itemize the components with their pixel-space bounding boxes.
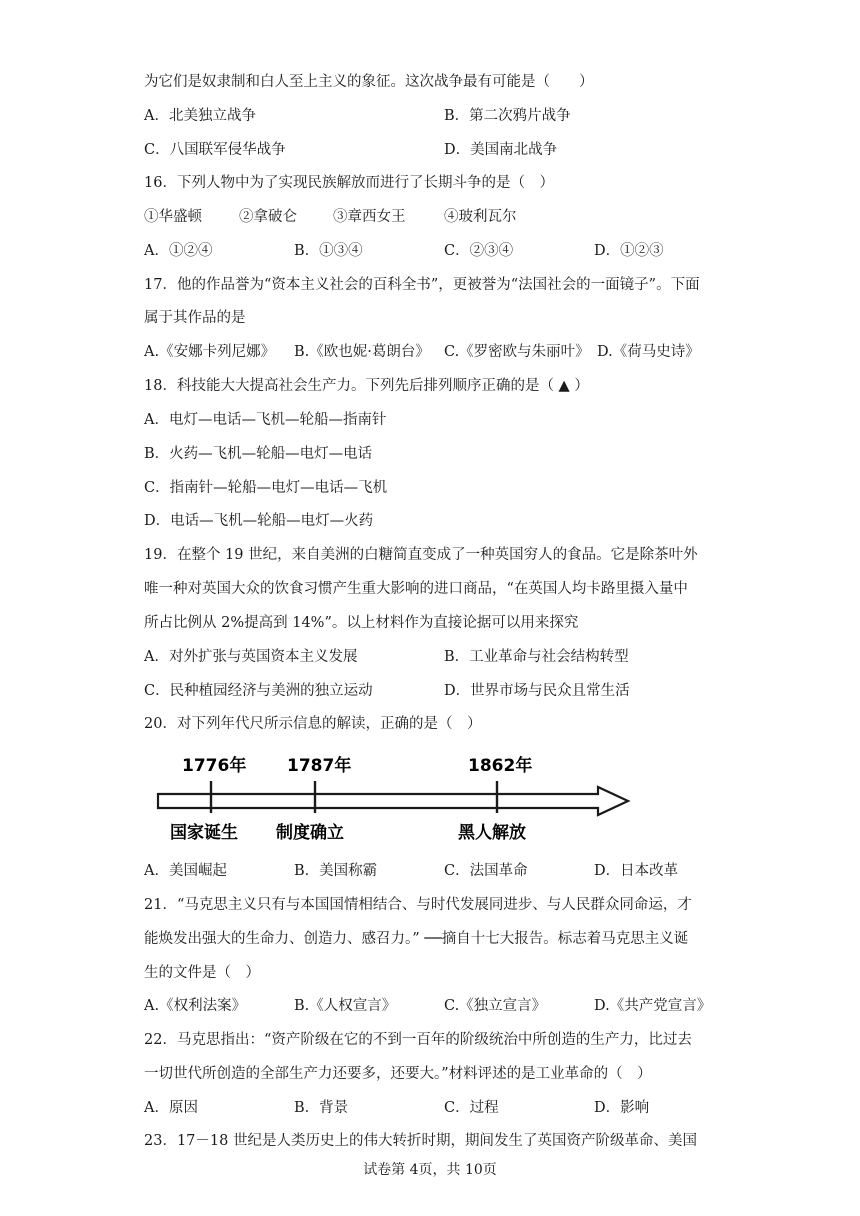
timeline-year-1787: 1787年 <box>287 756 352 776</box>
q19-option-a[interactable]: A．对外扩张与英国资本主义发展 <box>144 649 358 665</box>
q17-option-c[interactable]: C.《罗密欧与朱丽叶》 <box>444 344 590 360</box>
q16-option-c[interactable]: C．②③④ <box>444 243 514 259</box>
q21-stem-line1: 21．“马克思主义只有与本国国情相结合、与时代发展同进步、与人民群众同命运，才 <box>144 897 692 913</box>
q17-option-a[interactable]: A.《安娜卡列尼娜》 <box>144 344 276 360</box>
q19-stem-line3: 所占比例从 2%提高到 14%”。以上材料作为直接论据可以用来探究 <box>144 615 579 631</box>
timeline-year-1862: 1862年 <box>468 756 533 776</box>
q17-stem-line1: 17．他的作品誉为“资本主义社会的百科全书”，更被誉为“法国社会的一面镜子”。下面 <box>144 277 700 293</box>
q18-option-a[interactable]: A．电灯—电话—飞机—轮船—指南针 <box>144 412 387 428</box>
q18-option-c[interactable]: C．指南针—轮船—电灯—电话—飞机 <box>144 480 388 496</box>
q17-option-d[interactable]: D.《荷马史诗》 <box>597 344 700 360</box>
q19-option-b[interactable]: B．工业革命与社会结构转型 <box>444 649 629 665</box>
q19-stem-line1: 19．在整个 19 世纪，来自美洲的白糖简直变成了一种英国穷人的食品。它是除茶叶外 <box>144 547 698 563</box>
q20-option-c[interactable]: C．法国革命 <box>444 863 528 879</box>
q17-option-b[interactable]: B.《欧也妮·葛朗台》 <box>294 344 430 360</box>
q20-option-d[interactable]: D．日本改革 <box>594 863 679 879</box>
q15-stem-tail: 为它们是奴隶制和白人至上主义的象征。这次战争最有可能是（ ） <box>144 74 594 90</box>
q18-stem: 18．科技能大大提高社会生产力。下列先后排列顺序正确的是（ ▲ ） <box>144 378 589 394</box>
page-footer: 试卷第 4页，共 10页 <box>363 1162 497 1178</box>
q22-option-d[interactable]: D．影响 <box>594 1100 650 1116</box>
timeline-event-3: 黑人解放 <box>458 823 526 843</box>
timeline-event-1: 国家诞生 <box>170 823 238 843</box>
q23-stem-line1: 23．17－18 世纪是人类历史上的伟大转折时期，期间发生了英国资产阶级革命、美国 <box>144 1133 697 1149</box>
q19-stem-line2: 唯一种对英国大众的饮食习惯产生重大影响的进口商品，“在英国人均卡路里摄入量中 <box>144 581 688 597</box>
q16-item-4: ④玻利瓦尔 <box>444 209 517 225</box>
q21-option-a[interactable]: A.《权利法案》 <box>144 998 247 1014</box>
q15-option-d[interactable]: D．美国南北战争 <box>444 142 558 158</box>
q16-stem: 16．下列人物中为了实现民族解放而进行了长期斗争的是（ ） <box>144 175 554 191</box>
q15-option-a[interactable]: A．北美独立战争 <box>144 108 256 124</box>
timeline-arrow <box>158 787 628 815</box>
q16-option-a[interactable]: A．①②④ <box>144 243 213 259</box>
q20-option-b[interactable]: B．美国称霸 <box>294 863 378 879</box>
q15-option-c[interactable]: C．八国联军侵华战争 <box>144 142 286 158</box>
q18-option-d[interactable]: D．电话—飞机—轮船—电灯—火药 <box>144 513 374 529</box>
q16-item-3: ③章西女王 <box>333 209 406 225</box>
q21-option-c[interactable]: C.《独立宣言》 <box>444 998 547 1014</box>
q21-option-b[interactable]: B.《人权宣言》 <box>294 998 397 1014</box>
q18-option-b[interactable]: B．火药—飞机—轮船—电灯—电话 <box>144 446 373 462</box>
q16-option-b[interactable]: B．①③④ <box>294 243 363 259</box>
q22-option-c[interactable]: C．过程 <box>444 1100 499 1116</box>
q16-item-2: ②拿破仑 <box>239 209 297 225</box>
q20-stem: 20．对下列年代尺所示信息的解读，正确的是（ ） <box>144 716 482 732</box>
q21-stem-line2: 能焕发出强大的生命力、创造力、感召力。” ──摘自十七大报告。标志着马克思主义诞 <box>144 931 689 947</box>
q16-option-d[interactable]: D．①②③ <box>594 243 664 259</box>
timeline-year-1776: 1776年 <box>182 756 247 776</box>
q19-option-c[interactable]: C．民种植园经济与美洲的独立运动 <box>144 683 373 699</box>
q21-stem-line3: 生的文件是（ ） <box>144 965 260 981</box>
q15-option-b[interactable]: B．第二次鸦片战争 <box>444 108 571 124</box>
q22-stem-line2: 一切世代所创造的全部生产力还要多，还要大。”材料评述的是工业革命的（ ） <box>144 1066 652 1082</box>
q16-item-1: ①华盛顿 <box>144 209 202 225</box>
q19-option-d[interactable]: D．世界市场与民众且常生活 <box>444 683 630 699</box>
timeline-event-2: 制度确立 <box>276 823 344 843</box>
q22-option-a[interactable]: A．原因 <box>144 1100 198 1116</box>
q22-stem-line1: 22．马克思指出：“资产阶级在它的不到一百年的阶级统治中所创造的生产力，比过去 <box>144 1032 692 1048</box>
q17-stem-line2: 属于其作品的是 <box>144 310 246 326</box>
q20-option-a[interactable]: A．美国崛起 <box>144 863 227 879</box>
q21-option-d[interactable]: D.《共产党宣言》 <box>594 998 712 1014</box>
timeline-figure <box>150 745 640 855</box>
q22-option-b[interactable]: B．背景 <box>294 1100 349 1116</box>
